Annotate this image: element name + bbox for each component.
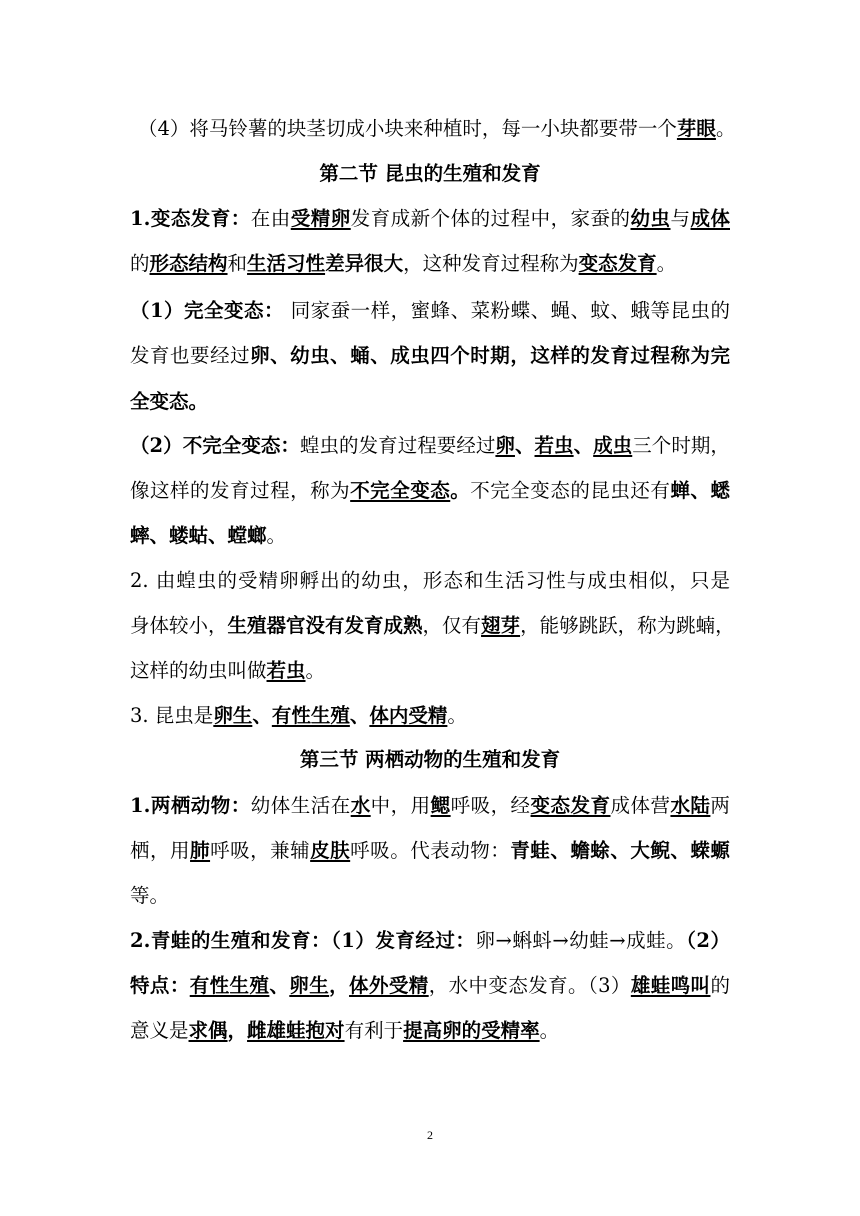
- amphibian-line-2: 栖，用肺呼吸，兼辅皮肤呼吸。代表动物：青蛙、蟾蜍、大鲵、蝾螈: [130, 839, 730, 862]
- complete-metamorphosis-line-3: 全变态。: [130, 390, 209, 413]
- page-number: 2: [427, 1128, 433, 1142]
- frog-line-2: 特点：有性生殖、卵生，体外受精，水中变态发育。（3）雄蛙鸣叫的: [130, 974, 730, 997]
- nymph-line-3: 这样的幼虫叫做若虫。: [130, 659, 326, 682]
- nymph-line-1: 2. 由蝗虫的受精卵孵出的幼虫，形态和生活习性与成虫相似，只是: [130, 569, 730, 592]
- nymph-line-2: 身体较小，生殖器官没有发育成熟，仅有翅芽，能够跳跃，称为跳蝻，: [130, 614, 735, 637]
- frog-line-1: 2.青蛙的生殖和发育：（1）发育经过：卵→蝌蚪→幼蛙→成蛙。（2）: [130, 929, 730, 952]
- metamorphosis-line-1: 1.变态发育：在由受精卵发育成新个体的过程中，家蚕的幼虫与成体: [130, 207, 730, 230]
- amphibian-line-3: 等。: [130, 884, 170, 907]
- section-heading-amphibians: 第三节 两栖动物的生殖和发育: [299, 748, 561, 771]
- section-heading-insects: 第二节 昆虫的生殖和发育: [319, 162, 541, 185]
- frog-line-3: 意义是求偶，雌雄蛙抱对有利于提高卵的受精率。: [130, 1019, 560, 1042]
- incomplete-metamorphosis-line-1: （2）不完全变态：蝗虫的发育过程要经过卵、若虫、成虫三个时期，: [130, 434, 730, 457]
- potato-planting-line: （4）将马铃薯的块茎切成小块来种植时，每一小块都要带一个芽眼。: [138, 117, 736, 140]
- complete-metamorphosis-line-2: 发育也要经过卵、幼虫、蛹、成虫四个时期，这样的发育过程称为完: [130, 344, 730, 367]
- amphibian-line-1: 1.两栖动物：幼体生活在水中，用鳃呼吸，经变态发育成体营水陆两: [130, 794, 730, 817]
- metamorphosis-line-2: 的形态结构和生活习性差异很大，这种发育过程称为变态发育。: [130, 252, 677, 275]
- incomplete-metamorphosis-line-3: 蟀、蝼蛄、螳螂。: [130, 524, 287, 547]
- complete-metamorphosis-line-1: （1）完全变态： 同家蚕一样，蜜蜂、菜粉蝶、蝇、蚊、蛾等昆虫的: [130, 299, 730, 322]
- incomplete-metamorphosis-line-2: 像这样的发育过程，称为不完全变态。不完全变态的昆虫还有蝉、蟋: [130, 479, 730, 502]
- insect-reproduction-line: 3. 昆虫是卵生、有性生殖、体内受精。: [130, 704, 467, 727]
